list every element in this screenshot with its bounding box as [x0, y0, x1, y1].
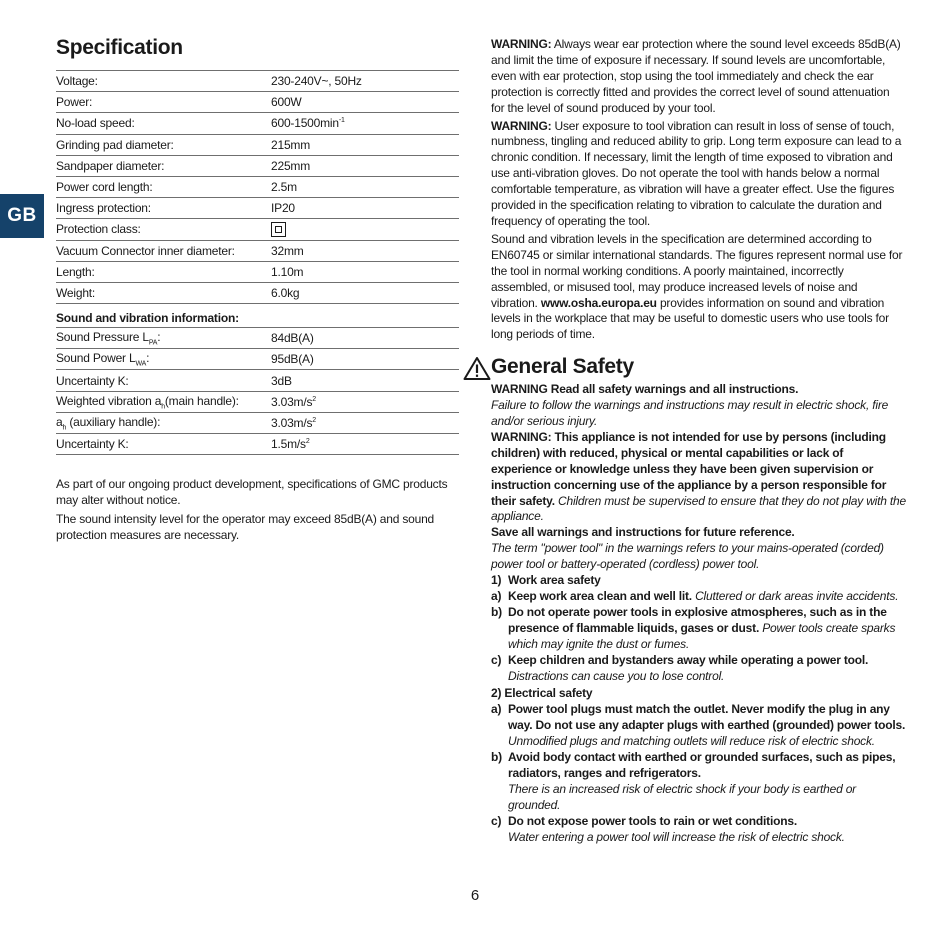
- table-row: Voltage: 230-240V~, 50Hz: [56, 71, 459, 92]
- sound-vibration-paragraph: Sound and vibration levels in the specification are determined according to EN60745 or similar international standards. The figures represent normal use for the tool in normal working conditions. A poorly maintained, incorrectly assembled, or misused tool, may produce increased levels of noise and vibration. www.osha.europa.eu provides information on sound and vibration levels in the workplace that may be useful to domestic users who use tools for long periods of time.: [491, 231, 903, 342]
- list-item: b) Do not operate power tools in explosive atmospheres, such as in the presence of flammable liquids, gases or dust. Power tools create sparks which may ignite the dust or fumes.: [491, 604, 896, 651]
- table-row: Power: 600W: [56, 92, 459, 113]
- list-item: c) Do not expose power tools to rain or wet conditions. Water entering a power tool will increase the risk of electric shock.: [491, 813, 845, 844]
- table-row: Weighted vibration $a_h(main$ handle): $3.03m/s^2$: [56, 392, 459, 413]
- table-row: Ingress protection: IP20: [56, 198, 459, 219]
- list-item: b) Avoid body contact with earthed or grounded surfaces, such as pipes, radiators, ranges and refrigerators. There is an increased risk of electric shock if your body is earthed or grounded.: [491, 750, 896, 812]
- note-paragraph: As part of our ongoing product development, specifications of GMC products may alter without notice.: [56, 477, 448, 508]
- general-safety-header: [491, 355, 906, 379]
- table-row: Sound Pressure $L_{PA}$: 84dB(A): [56, 328, 459, 349]
- save-instructions-line: Save all warnings and instructions for future reference.: [491, 525, 795, 540]
- list-item: a) Keep work area clean and well lit. Cluttered or dark areas invite accidents.: [491, 589, 899, 603]
- table-row: Uncertainty K: $1.5m/s^2$: [56, 434, 459, 455]
- table-row: Vacuum Connector inner diameter: 32mm: [56, 241, 459, 262]
- table-row: Length: 1.10m: [56, 262, 459, 283]
- vibration-warning: WARNING: User exposure to tool vibration can result in loss of sense of touch, numbness, tingling and reduced ability to grip. Long term exposure can lead to a chronic condition. If necessary, limit the length of time exposed to vibration and use anti-vibration gloves. Do not operate the tool with hands below a normal comfortable temperature, as vibration will have a greater effect. Use the figures provided in the specification relating to vibration to calculate the duration and frequency of operating the tool.: [491, 118, 902, 228]
- list-item: c) Keep children and bystanders away while operating a power tool. Distractions can cause you to lose control.: [491, 652, 869, 683]
- page-number: 6: [470, 887, 480, 904]
- table-row: Sound Power $L_{WA}$: 95dB(A): [56, 349, 459, 370]
- appliance-warning: WARNING: This appliance is not intended for use by persons (including children) with reduced, physical or mental capabilities or lack of experience or knowledge unless they have been given supervision or instruction concerning use of the appliance by a person responsible for their safety. Children must be supervised to ensure that they do not play with the appliance.: [491, 429, 906, 524]
- safety-column: [491, 37, 906, 846]
- sound-vibration-heading: Sound and vibration information:: [56, 304, 459, 328]
- note-paragraph: The sound intensity level for the operator may exceed 85dB(A) and sound protection measures are necessary.: [56, 512, 435, 543]
- double-insulation-icon: [271, 222, 286, 237]
- table-row: No-load speed: $600-1500\min^{-1}$: [56, 113, 459, 134]
- ear-protection-warning: WARNING: Always wear ear protection where the sound level exceeds 85dB(A) and limit the time of exposure if necessary. If sound levels are uncomfortable, even with ear protection, stop using the tool immediately and check the ear protection is correctly fitted and provides the correct level of sound attenuation for the level of sound produced by your tool.: [491, 37, 901, 115]
- table-row: Protection class:: [56, 219, 459, 240]
- table-row: $a_h$ (auxiliary handle): $3.03m/s^2$: [56, 413, 459, 434]
- table-row: Grinding pad diameter: 215mm: [56, 135, 459, 156]
- osha-link[interactable]: www.osha.europa.eu: [540, 295, 657, 310]
- table-row: Uncertainty K: 3dB: [56, 370, 459, 391]
- table-row: Weight: 6.0kg: [56, 283, 459, 304]
- specification-table: [56, 70, 459, 455]
- table-row: Power cord length: 2.5m: [56, 177, 459, 198]
- specification-title: Specification: [56, 36, 183, 59]
- list-item: a) Power tool plugs must match the outlet. Never modify the plug in any way. Do not use any adapter plugs with earthed (grounded) power tools. Unmodified plugs and matching outlets will reduce risk of electric shock.: [491, 702, 906, 749]
- read-warnings-line: WARNING Read all safety warnings and all instructions.: [491, 382, 799, 397]
- table-row: Sandpaper diameter: 225mm: [56, 156, 459, 177]
- power-tool-term-line: The term "power tool" in the warnings refers to your mains-operated (corded) power tool or battery-operated (cordless) power tool.: [491, 541, 884, 572]
- section-electrical-safety: 2) Electrical safety: [491, 686, 593, 701]
- warning-triangle-icon: [463, 356, 491, 381]
- section-work-area: 1) Work area safety: [491, 573, 601, 588]
- specification-section: [56, 36, 459, 546]
- language-tab: GB: [0, 194, 44, 238]
- spec-notes: [56, 476, 459, 543]
- general-safety-title: General Safety: [491, 355, 634, 379]
- failure-warning-line: Failure to follow the warnings and instructions may result in electric shock, fire and/or serious injury.: [491, 398, 889, 429]
